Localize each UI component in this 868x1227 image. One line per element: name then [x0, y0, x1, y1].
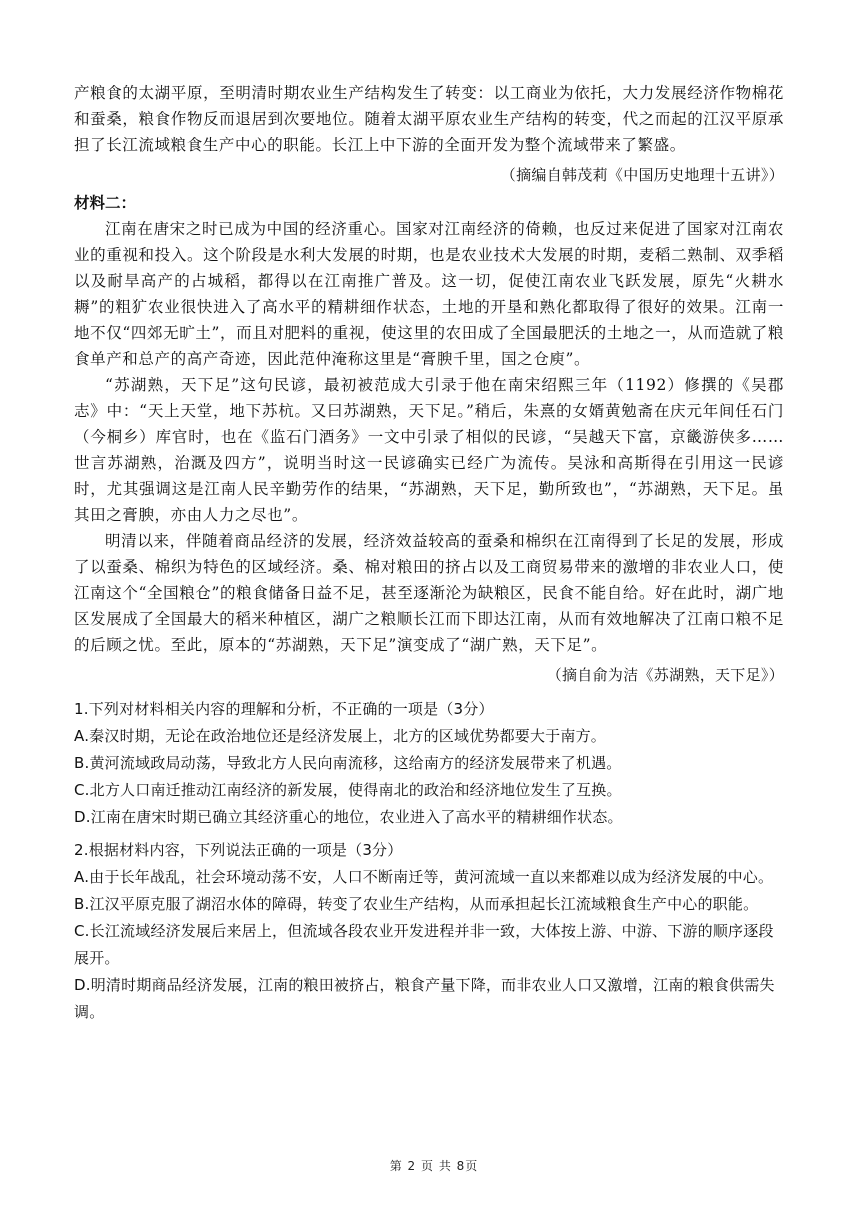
material2-heading: 材料二：	[74, 193, 137, 212]
material2-paragraph: 明清以来，伴随着商品经济的发展，经济效益较高的蚕桑和棉织在江南得到了长足的发展，形成了以蚕桑、棉织为特色的区域经济。桑、棉对粮田的挤占以及工商贸易带来的激增的非农业人口，使江南这个“全国粮仓”的粮食储备日益不足，甚至逐渐沦为缺粮区，民食不能自给。好在此时，湖广地区发展成了全国最大的稻米种植区，湖广之粮顺长江而下即达江南，从而有效地解决了江南口粮不足的后顾之忧。至此，原本的“苏湖熟，天下足”演变成了“湖广熟，天下足”。	[74, 532, 784, 654]
document-page	[74, 80, 784, 1026]
question-option-a: A.由于长年战乱，社会环境动荡不安，人口不断南迁等，黄河流域一直以来都难以成为经济发展的中心。	[74, 868, 774, 886]
question-option-c: C.长江流域经济发展后来居上，但流域各段农业开发进程并非一致，大体按上游、中游、下游的顺序逐段展开。	[74, 922, 774, 967]
material2-paragraph: 江南在唐宋之时已成为中国的经济重心。国家对江南经济的倚赖，也反过来促进了国家对江南农业的重视和投入。这个阶段是水利大发展的时期，也是农业技术大发展的时期，麦稻二熟制、双季稻以及耐旱高产的占城稻，都得以在江南推广普及。这一切，促使江南农业飞跃发展，原先“火耕水耨”的粗犷农业很快进入了高水平的精耕细作状态，土地的开垦和熟化都取得了很好的效果。江南一地不仅“四郊无旷土”，而且对肥料的重视，使这里的农田成了全国最肥沃的土地之一，从而造就了粮食单产和总产的高产奇迹，因此范仲淹称这里是“膏腴千里，国之仓庾”。	[74, 220, 784, 368]
material1-source: （摘编自韩茂莉《中国历史地理十五讲》）	[500, 166, 784, 184]
material2-paragraph: “苏湖熟，天下足”这句民谚，最初被范成大引录于他在南宋绍熙三年（1192）修撰的《吴郡志》中：“天上天堂，地下苏杭。又曰苏湖熟，天下足。”稍后，朱熹的女婿黄勉斋在庆元年间任石门（今桐乡）库官时，也在《监石门酒务》一文中引录了相似的民谚，“吴越天下富，京畿游侠多……世言苏湖熟，治溉及四方”，说明当时这一民谚确实已经广为流传。吴泳和高斯得在引用这一民谚时，尤其强调这是江南人民辛勤劳作的结果，“苏湖熟，天下足，勤所致也”，“苏湖熟，天下足。虽其田之膏腴，亦由人力之尽也”。	[74, 376, 784, 524]
material1-tail: 产粮食的太湖平原，至明清时期农业生产结构发生了转变：以工商业为依托，大力发展经济作物棉花和蚕桑，粮食作物反而退居到次要地位。随着太湖平原农业生产结构的转变，代之而起的江汉平原承担了长江流域粮食生产中心的职能。长江上中下游的全面开发为整个流域带来了繁盛。	[74, 84, 784, 154]
question-option-c: C.北方人口南迁推动江南经济的新发展，使得南北的政治和经济地位发生了互换。	[74, 781, 622, 799]
question-option-a: A.秦汉时期，无论在政治地位还是经济发展上，北方的区域优势都要大于南方。	[74, 727, 606, 745]
question-option-b: B.江汉平原克服了湖沼水体的障碍，转变了农业生产结构，从而承担起长江流域粮食生产中心的职能。	[74, 895, 759, 913]
question-stem: 1.下列对材料相关内容的理解和分析，不正确的一项是（3分）	[74, 700, 494, 718]
question-option-b: B.黄河流域政局动荡，导致北方人民向南流移，这给南方的经济发展带来了机遇。	[74, 754, 622, 772]
question-1	[74, 696, 784, 831]
question-section	[74, 696, 784, 1026]
question-option-d: D.江南在唐宋时期已确立其经济重心的地位，农业进入了高水平的精耕细作状态。	[74, 808, 623, 826]
question-2	[74, 837, 784, 1026]
page-footer: 第 2 页 共 8页	[389, 1159, 479, 1173]
question-option-d: D.明清时期商品经济发展，江南的粮田被挤占，粮食产量下降，而非农业人口又激增，江南的粮食供需失调。	[74, 976, 775, 1021]
material2-source: （摘自俞为洁《苏湖熟，天下足》）	[546, 666, 784, 684]
question-stem: 2.根据材料内容，下列说法正确的一项是（3分）	[74, 841, 403, 859]
